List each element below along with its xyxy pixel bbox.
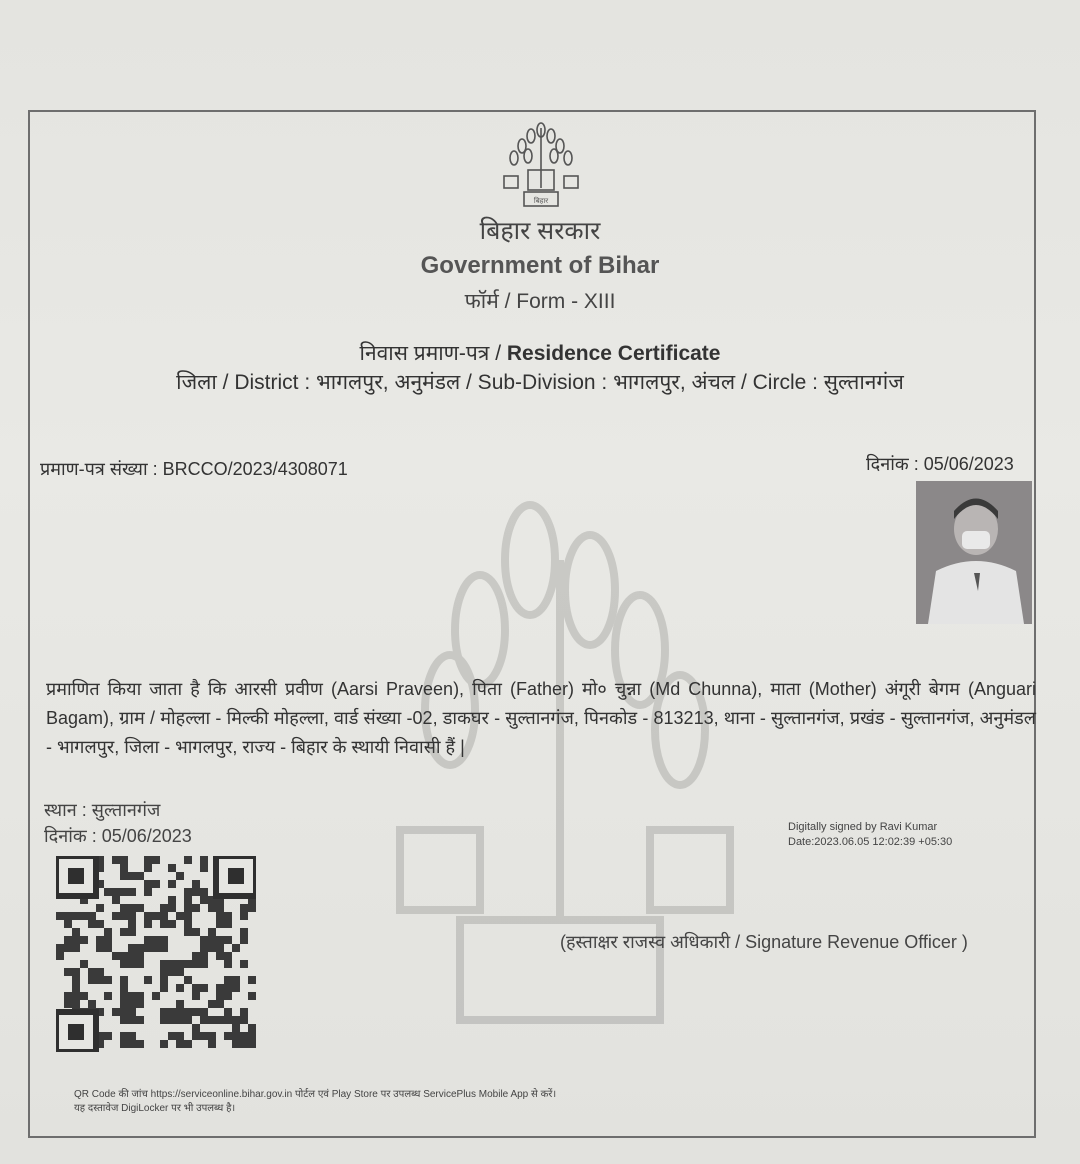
digital-signature-signer: Digitally signed by Ravi Kumar: [788, 821, 938, 833]
certificate-number: प्रमाण-पत्र संख्या : BRCCO/2023/4308071: [40, 459, 348, 479]
government-title: Government of Bihar: [420, 252, 660, 279]
certificate-title-hindi: निवास प्रमाण-पत्र /: [359, 342, 507, 365]
certificate-title: [0, 339, 1080, 367]
hindi-government-title: बिहार सरकार: [479, 217, 601, 245]
digital-signature: [788, 820, 952, 850]
form-number: फॉर्म / Form - XIII: [464, 290, 616, 313]
qr-code: [56, 856, 256, 1052]
certificate-date: दिनांक : 05/06/2023: [866, 454, 1014, 474]
certificate-body-text: प्रमाणित किया जाता है कि आरसी प्रवीण (Aarsi Praveen), पिता (Father) मो० चुन्ना (Md Chunna), माता (Mother) अंगूरी बेगम (Anguari Bagam), ग्राम / मोहल्ला - मिल्की मोहल्ला, वार्ड संख्या -02, डाकघर - सुल्तानगंज, पिनकोड - 813213, थाना - सुल्तानगंज, प्रखंड - सुल्तानगंज, अनुमंडल - भागलपुर, जिला - भागलपुर, राज्य - बिहार के स्थायी निवासी हैं |: [46, 679, 1036, 757]
applicant-photo: [916, 481, 1032, 624]
digital-signature-date: Date:2023.06.05 12:02:39 +05:30: [788, 836, 953, 848]
footer-line-2: यह दस्तावेज DigiLocker पर भी उपलब्ध है।: [74, 1103, 236, 1114]
bihar-emblem-icon: [498, 120, 584, 212]
certificate-title-english: Residence Certificate: [506, 342, 721, 365]
issue-date: दिनांक : 05/06/2023: [44, 826, 192, 846]
signature-label: (हस्ताक्षर राजस्व अधिकारी / Signature Revenue Officer ): [560, 932, 968, 952]
watermark-emblem-icon: [380, 500, 740, 1100]
footer-note: [74, 1088, 556, 1116]
issue-place: स्थान : सुल्तानगंज: [44, 800, 161, 820]
emblem-text: बिहार: [533, 197, 549, 205]
footer-line-1: QR Code की जांच https://serviceonline.bihar.gov.in पोर्टल एवं Play Store पर उपलब्ध ServicePlus Mobile App से करें।: [74, 1089, 557, 1100]
district-line: जिला / District : भागलपुर, अनुमंडल / Sub-Division : भागलपुर, अंचल / Circle : सुल्तानगंज: [176, 371, 904, 394]
